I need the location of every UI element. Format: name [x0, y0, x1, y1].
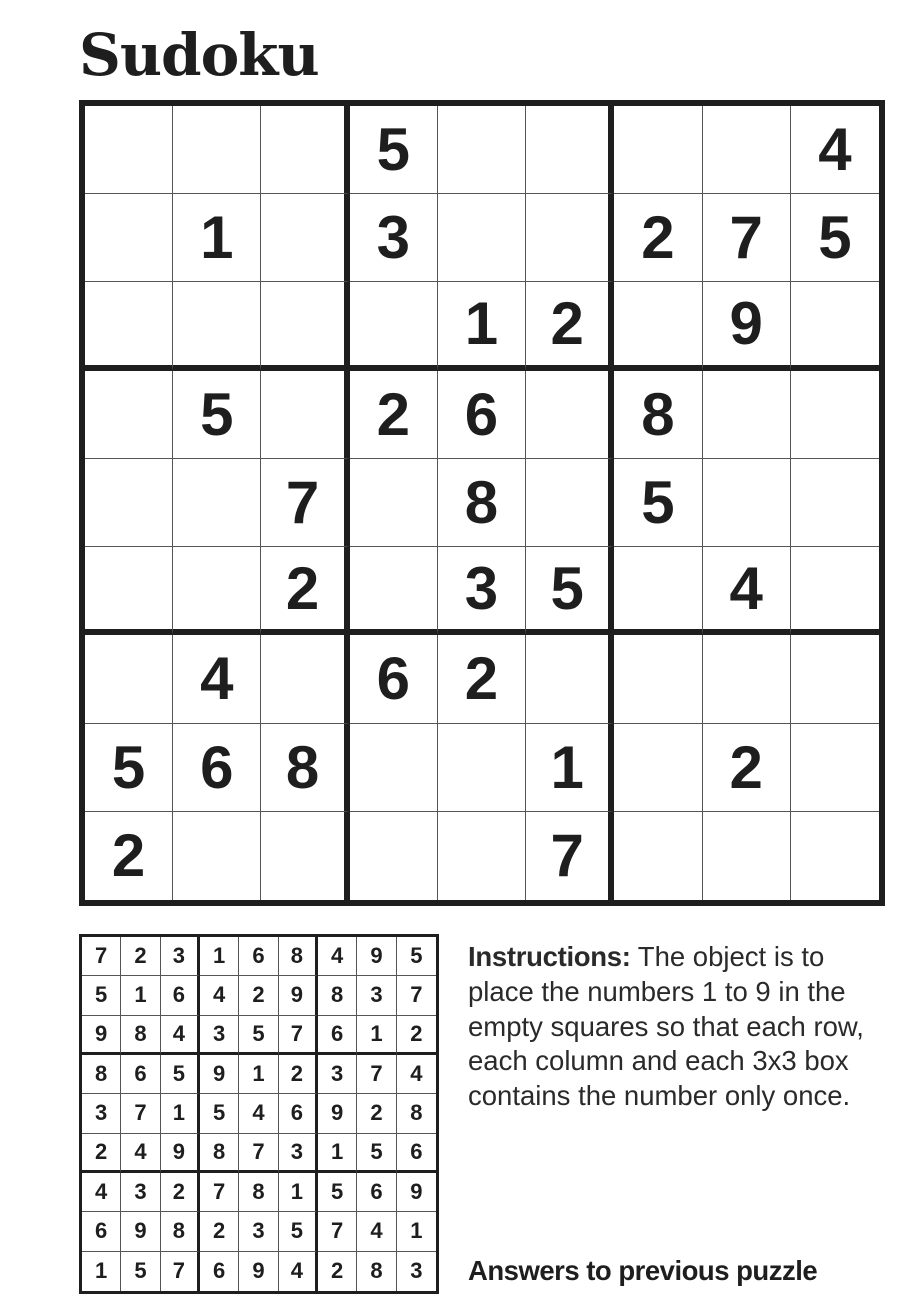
previous-answers-grid	[79, 934, 439, 1294]
answer-cell: 6	[279, 1094, 318, 1133]
answer-cell: 9	[239, 1252, 278, 1291]
sudoku-cell[interactable]	[85, 282, 173, 370]
sudoku-cell: 5	[173, 371, 261, 459]
sudoku-cell: 5	[791, 194, 879, 282]
answer-cell: 1	[121, 976, 160, 1015]
answer-cell: 6	[239, 937, 278, 976]
answer-cell: 2	[121, 937, 160, 976]
sudoku-cell: 3	[438, 547, 526, 635]
sudoku-cell[interactable]	[85, 635, 173, 723]
answer-cell: 2	[239, 976, 278, 1015]
sudoku-cell[interactable]	[438, 724, 526, 812]
sudoku-cell[interactable]	[526, 106, 614, 194]
answer-cell: 3	[279, 1134, 318, 1173]
answer-cell: 5	[279, 1212, 318, 1251]
answer-cell: 7	[318, 1212, 357, 1251]
answer-cell: 1	[279, 1173, 318, 1212]
sudoku-cell[interactable]	[173, 547, 261, 635]
answer-cell: 7	[82, 937, 121, 976]
sudoku-cell[interactable]	[614, 812, 702, 900]
answer-cell: 1	[82, 1252, 121, 1291]
answer-cell: 6	[318, 1016, 357, 1055]
sudoku-cell: 2	[614, 194, 702, 282]
sudoku-cell[interactable]	[261, 106, 349, 194]
sudoku-cell[interactable]	[173, 282, 261, 370]
answer-cell: 1	[239, 1055, 278, 1094]
answer-cell: 9	[357, 937, 396, 976]
sudoku-cell[interactable]	[85, 106, 173, 194]
answer-cell: 5	[82, 976, 121, 1015]
answer-cell: 5	[239, 1016, 278, 1055]
sudoku-cell[interactable]	[438, 194, 526, 282]
sudoku-cell[interactable]	[526, 635, 614, 723]
sudoku-cell: 8	[438, 459, 526, 547]
sudoku-cell: 4	[703, 547, 791, 635]
answer-cell: 7	[357, 1055, 396, 1094]
answer-cell: 3	[200, 1016, 239, 1055]
sudoku-cell[interactable]	[438, 106, 526, 194]
sudoku-cell[interactable]	[173, 459, 261, 547]
answer-cell: 3	[318, 1055, 357, 1094]
answer-cell: 4	[239, 1094, 278, 1133]
sudoku-cell[interactable]	[261, 812, 349, 900]
sudoku-cell[interactable]	[85, 194, 173, 282]
sudoku-cell: 8	[614, 371, 702, 459]
instructions-text: The object is to place the numbers 1 to 9 in the empty squares so that each row, each column and each 3x3 box contains the number only once.	[468, 941, 864, 1112]
answer-cell: 2	[397, 1016, 436, 1055]
sudoku-cell[interactable]	[703, 812, 791, 900]
sudoku-cell[interactable]	[526, 371, 614, 459]
sudoku-cell[interactable]	[526, 459, 614, 547]
sudoku-cell[interactable]	[261, 371, 349, 459]
answer-cell: 7	[161, 1252, 200, 1291]
sudoku-cell[interactable]	[791, 635, 879, 723]
sudoku-cell: 9	[703, 282, 791, 370]
sudoku-cell: 3	[350, 194, 438, 282]
answer-cell: 3	[161, 937, 200, 976]
sudoku-cell[interactable]	[173, 106, 261, 194]
answer-cell: 3	[410, 1258, 423, 1284]
answer-cell: 4	[200, 976, 239, 1015]
sudoku-cell[interactable]	[791, 282, 879, 370]
answer-cell: 4	[279, 1252, 318, 1291]
sudoku-cell: 2	[526, 282, 614, 370]
answer-cell: 8	[239, 1173, 278, 1212]
sudoku-cell[interactable]	[526, 194, 614, 282]
answer-cell: 3	[239, 1212, 278, 1251]
answer-cell: 1	[318, 1134, 357, 1173]
instructions-label: Instructions:	[468, 941, 631, 972]
sudoku-cell[interactable]	[614, 282, 702, 370]
sudoku-cell: 2	[261, 547, 349, 635]
sudoku-cell[interactable]	[350, 724, 438, 812]
answer-cell: 9	[161, 1134, 200, 1173]
sudoku-cell[interactable]	[791, 459, 879, 547]
answer-cell: 7	[239, 1134, 278, 1173]
sudoku-cell[interactable]	[791, 547, 879, 635]
answer-cell: 4	[397, 1055, 436, 1094]
sudoku-cell[interactable]	[350, 459, 438, 547]
sudoku-cell: 6	[350, 635, 438, 723]
sudoku-cell[interactable]	[614, 724, 702, 812]
answer-cell: 7	[279, 1016, 318, 1055]
sudoku-cell[interactable]	[703, 635, 791, 723]
answer-cell: 4	[357, 1212, 396, 1251]
sudoku-cell: 2	[438, 635, 526, 723]
sudoku-cell[interactable]	[614, 635, 702, 723]
answer-cell: 9	[318, 1094, 357, 1133]
sudoku-cell[interactable]	[85, 547, 173, 635]
answer-cell: 5	[318, 1173, 357, 1212]
answer-cell: 1	[161, 1094, 200, 1133]
answer-cell: 2	[161, 1173, 200, 1212]
answer-cell: 6	[200, 1252, 239, 1291]
sudoku-cell: 6	[173, 724, 261, 812]
sudoku-cell: 7	[261, 459, 349, 547]
answer-cell: 2	[200, 1212, 239, 1251]
answer-cell: 5	[397, 937, 436, 976]
sudoku-cell[interactable]	[85, 459, 173, 547]
sudoku-cell[interactable]	[703, 371, 791, 459]
answer-cell: 3	[82, 1094, 121, 1133]
answer-cell: 8	[279, 937, 318, 976]
answer-cell: 7	[121, 1094, 160, 1133]
answer-cell: 7	[397, 976, 436, 1015]
answer-cell: 2	[357, 1094, 396, 1133]
answer-cell: 8	[318, 976, 357, 1015]
answer-cell: 2	[82, 1134, 121, 1173]
sudoku-cell: 8	[261, 724, 349, 812]
answer-cell: 6	[121, 1055, 160, 1094]
answer-cell: 4	[82, 1173, 121, 1212]
answer-cell: 4	[161, 1016, 200, 1055]
answer-cell: 6	[161, 976, 200, 1015]
sudoku-cell[interactable]	[703, 106, 791, 194]
sudoku-grid	[79, 100, 885, 906]
sudoku-cell: 7	[526, 812, 614, 900]
answer-cell: 3	[121, 1173, 160, 1212]
sudoku-cell[interactable]	[350, 812, 438, 900]
answer-cell: 9	[200, 1055, 239, 1094]
answer-cell: 2	[279, 1055, 318, 1094]
answer-cell: 9	[82, 1016, 121, 1055]
sudoku-cell[interactable]	[350, 282, 438, 370]
answers-caption: Answers to previous puzzle	[468, 1255, 818, 1286]
answer-cell: 8	[200, 1134, 239, 1173]
sudoku-cell: 5	[526, 547, 614, 635]
sudoku-cell: 5	[350, 106, 438, 194]
sudoku-cell: 5	[85, 724, 173, 812]
sudoku-cell[interactable]	[261, 194, 349, 282]
sudoku-cell[interactable]	[261, 282, 349, 370]
sudoku-cell[interactable]	[85, 371, 173, 459]
sudoku-cell: 2	[85, 812, 173, 900]
answer-cell: 9	[279, 976, 318, 1015]
answer-cell: 1	[200, 937, 239, 976]
sudoku-cell[interactable]	[350, 547, 438, 635]
answer-cell: 5	[357, 1134, 396, 1173]
sudoku-cell[interactable]	[173, 812, 261, 900]
sudoku-cell: 6	[438, 371, 526, 459]
sudoku-cell[interactable]	[791, 812, 879, 900]
sudoku-cell[interactable]	[614, 547, 702, 635]
answer-cell: 8	[161, 1212, 200, 1251]
answer-cell: 6	[397, 1134, 436, 1173]
answer-cell: 8	[121, 1016, 160, 1055]
answer-cell: 1	[397, 1212, 436, 1251]
answer-cell: 9	[121, 1212, 160, 1251]
answer-cell: 8	[357, 1252, 396, 1291]
sudoku-cell: 4	[173, 635, 261, 723]
answer-cell: 5	[161, 1055, 200, 1094]
answer-cell: 5	[121, 1252, 160, 1291]
answer-cell: 6	[357, 1173, 396, 1212]
answer-cell: 3	[357, 976, 396, 1015]
answer-cell: 9	[397, 1173, 436, 1212]
answer-cell: 8	[397, 1094, 436, 1133]
answer-cell: 8	[82, 1055, 121, 1094]
sudoku-cell[interactable]	[791, 371, 879, 459]
sudoku-cell: 1	[526, 724, 614, 812]
sudoku-cell[interactable]	[614, 106, 702, 194]
sudoku-cell[interactable]	[438, 812, 526, 900]
sudoku-cell: 1	[438, 282, 526, 370]
sudoku-cell: 2	[703, 724, 791, 812]
sudoku-cell[interactable]	[791, 724, 879, 812]
sudoku-cell: 1	[173, 194, 261, 282]
sudoku-cell[interactable]	[703, 459, 791, 547]
answer-cell: 6	[82, 1212, 121, 1251]
answer-cell: 1	[357, 1016, 396, 1055]
sudoku-cell: 7	[703, 194, 791, 282]
puzzle-title: Sudoku	[79, 21, 319, 89]
answer-cell: 5	[200, 1094, 239, 1133]
sudoku-cell: 4	[791, 106, 879, 194]
sudoku-cell[interactable]	[261, 635, 349, 723]
sudoku-cell: 2	[350, 371, 438, 459]
answer-cell: 2	[318, 1252, 357, 1291]
instructions	[468, 940, 868, 1114]
answer-cell: 7	[200, 1173, 239, 1212]
answer-cell: 4	[121, 1134, 160, 1173]
answer-cell: 4	[318, 937, 357, 976]
sudoku-cell: 5	[614, 459, 702, 547]
